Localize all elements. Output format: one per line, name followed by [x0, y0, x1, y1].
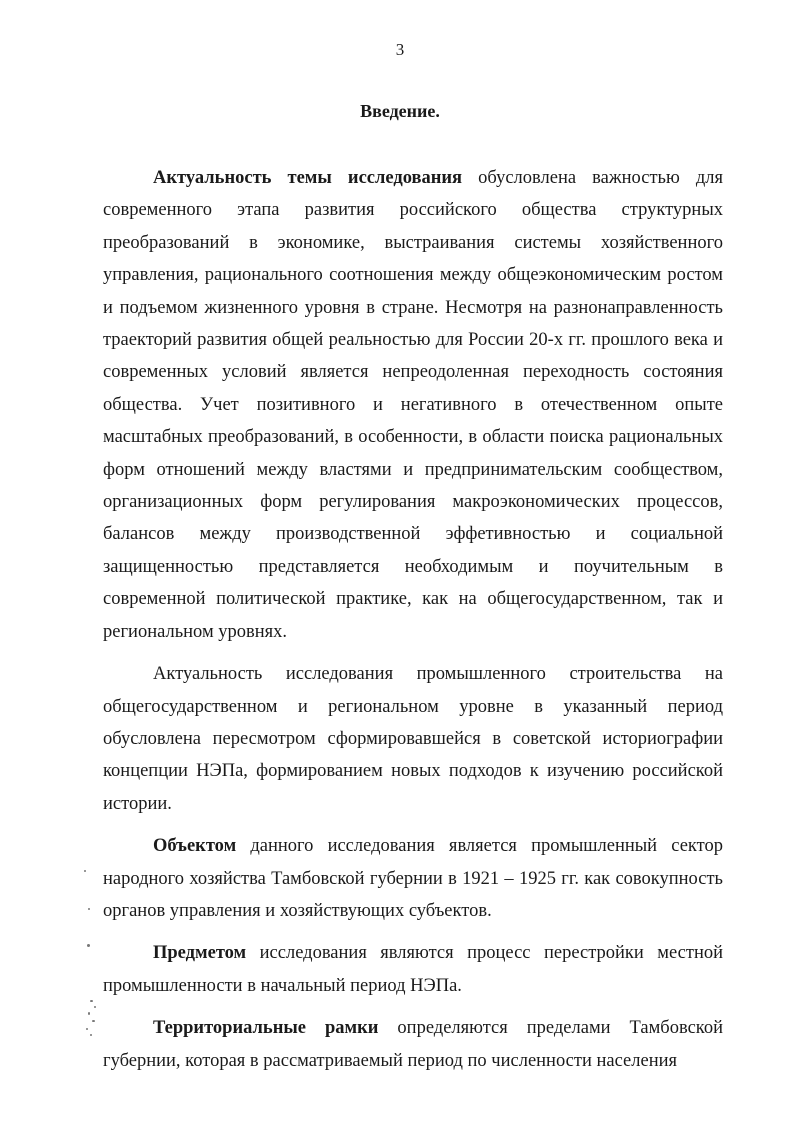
- page-number: 3: [395, 40, 405, 59]
- scan-speck: [94, 1006, 96, 1008]
- paragraph-territory: [103, 1012, 723, 1077]
- paragraph-text: исследования являются процесс перестройки местной промышленности в начальный период НЭПа.: [103, 943, 723, 996]
- paragraph-text: определяются пределами Тамбовской губернии, которая в рассматриваемый период по численности населения: [103, 1018, 723, 1071]
- paragraph-lead: Территориальные рамки: [153, 1018, 379, 1039]
- paragraph-relevance: [103, 162, 723, 648]
- scan-speck: [90, 1034, 92, 1036]
- paragraph-research-relevance: [103, 658, 723, 820]
- paragraph-text: Актуальность исследования промышленного строительства на общегосударственном и региональном уровне в указанный период обусловлена пересмотром сформировавшейся в советской историографии концепции НЭПа, формированием новых подходов к изучению российской истории.: [103, 664, 723, 814]
- scan-speck: [84, 870, 86, 872]
- scan-speck: [86, 1028, 88, 1030]
- paragraph-lead: Предметом: [153, 943, 247, 964]
- scan-specks: [78, 860, 108, 1060]
- scan-speck: [88, 908, 90, 910]
- paragraph-lead: Объектом: [153, 836, 237, 857]
- scan-speck: [87, 944, 90, 947]
- page-title: Введение.: [360, 101, 440, 121]
- scan-speck: [90, 1000, 93, 1002]
- scan-speck: [92, 1020, 95, 1022]
- body-text: [103, 162, 723, 1077]
- paragraph-subject: [103, 937, 723, 1002]
- scan-speck: [88, 1012, 90, 1015]
- paragraph-text: данного исследования является промышленный сектор народного хозяйства Тамбовской губернии в 1921 – 1925 гг. как совокупность органов управления и хозяйствующих субъектов.: [103, 836, 723, 921]
- paragraph-object: [103, 830, 723, 927]
- paragraph-lead: Актуальность темы исследования: [153, 168, 463, 188]
- paragraph-text: обусловлена важностью для современного этапа развития российского общества структурных преобразований в экономике, выстраивания системы хозяйственного управления, рационального соотношения между общеэкономическим ростом и подъемом жизненного уровня в стране. Несмотря на разнонаправленность траекторий развития общей реальностью для России 20-х гг. прошлого века и современных условий является непреодоленная переходность состояния общества. Учет позитивного и негативного в отечественном опыте масштабных преобразований, в особенности, в области поиска рациональных форм отношений между властями и предпринимательским сообществом, организационных форм регулирования макроэкономических процессов, балансов между производственной эффетивностью и социальной защищенностью представляется необходимым и поучительным в современной политической практике, как на общегосударственном, так и региональном уровнях.: [103, 168, 724, 642]
